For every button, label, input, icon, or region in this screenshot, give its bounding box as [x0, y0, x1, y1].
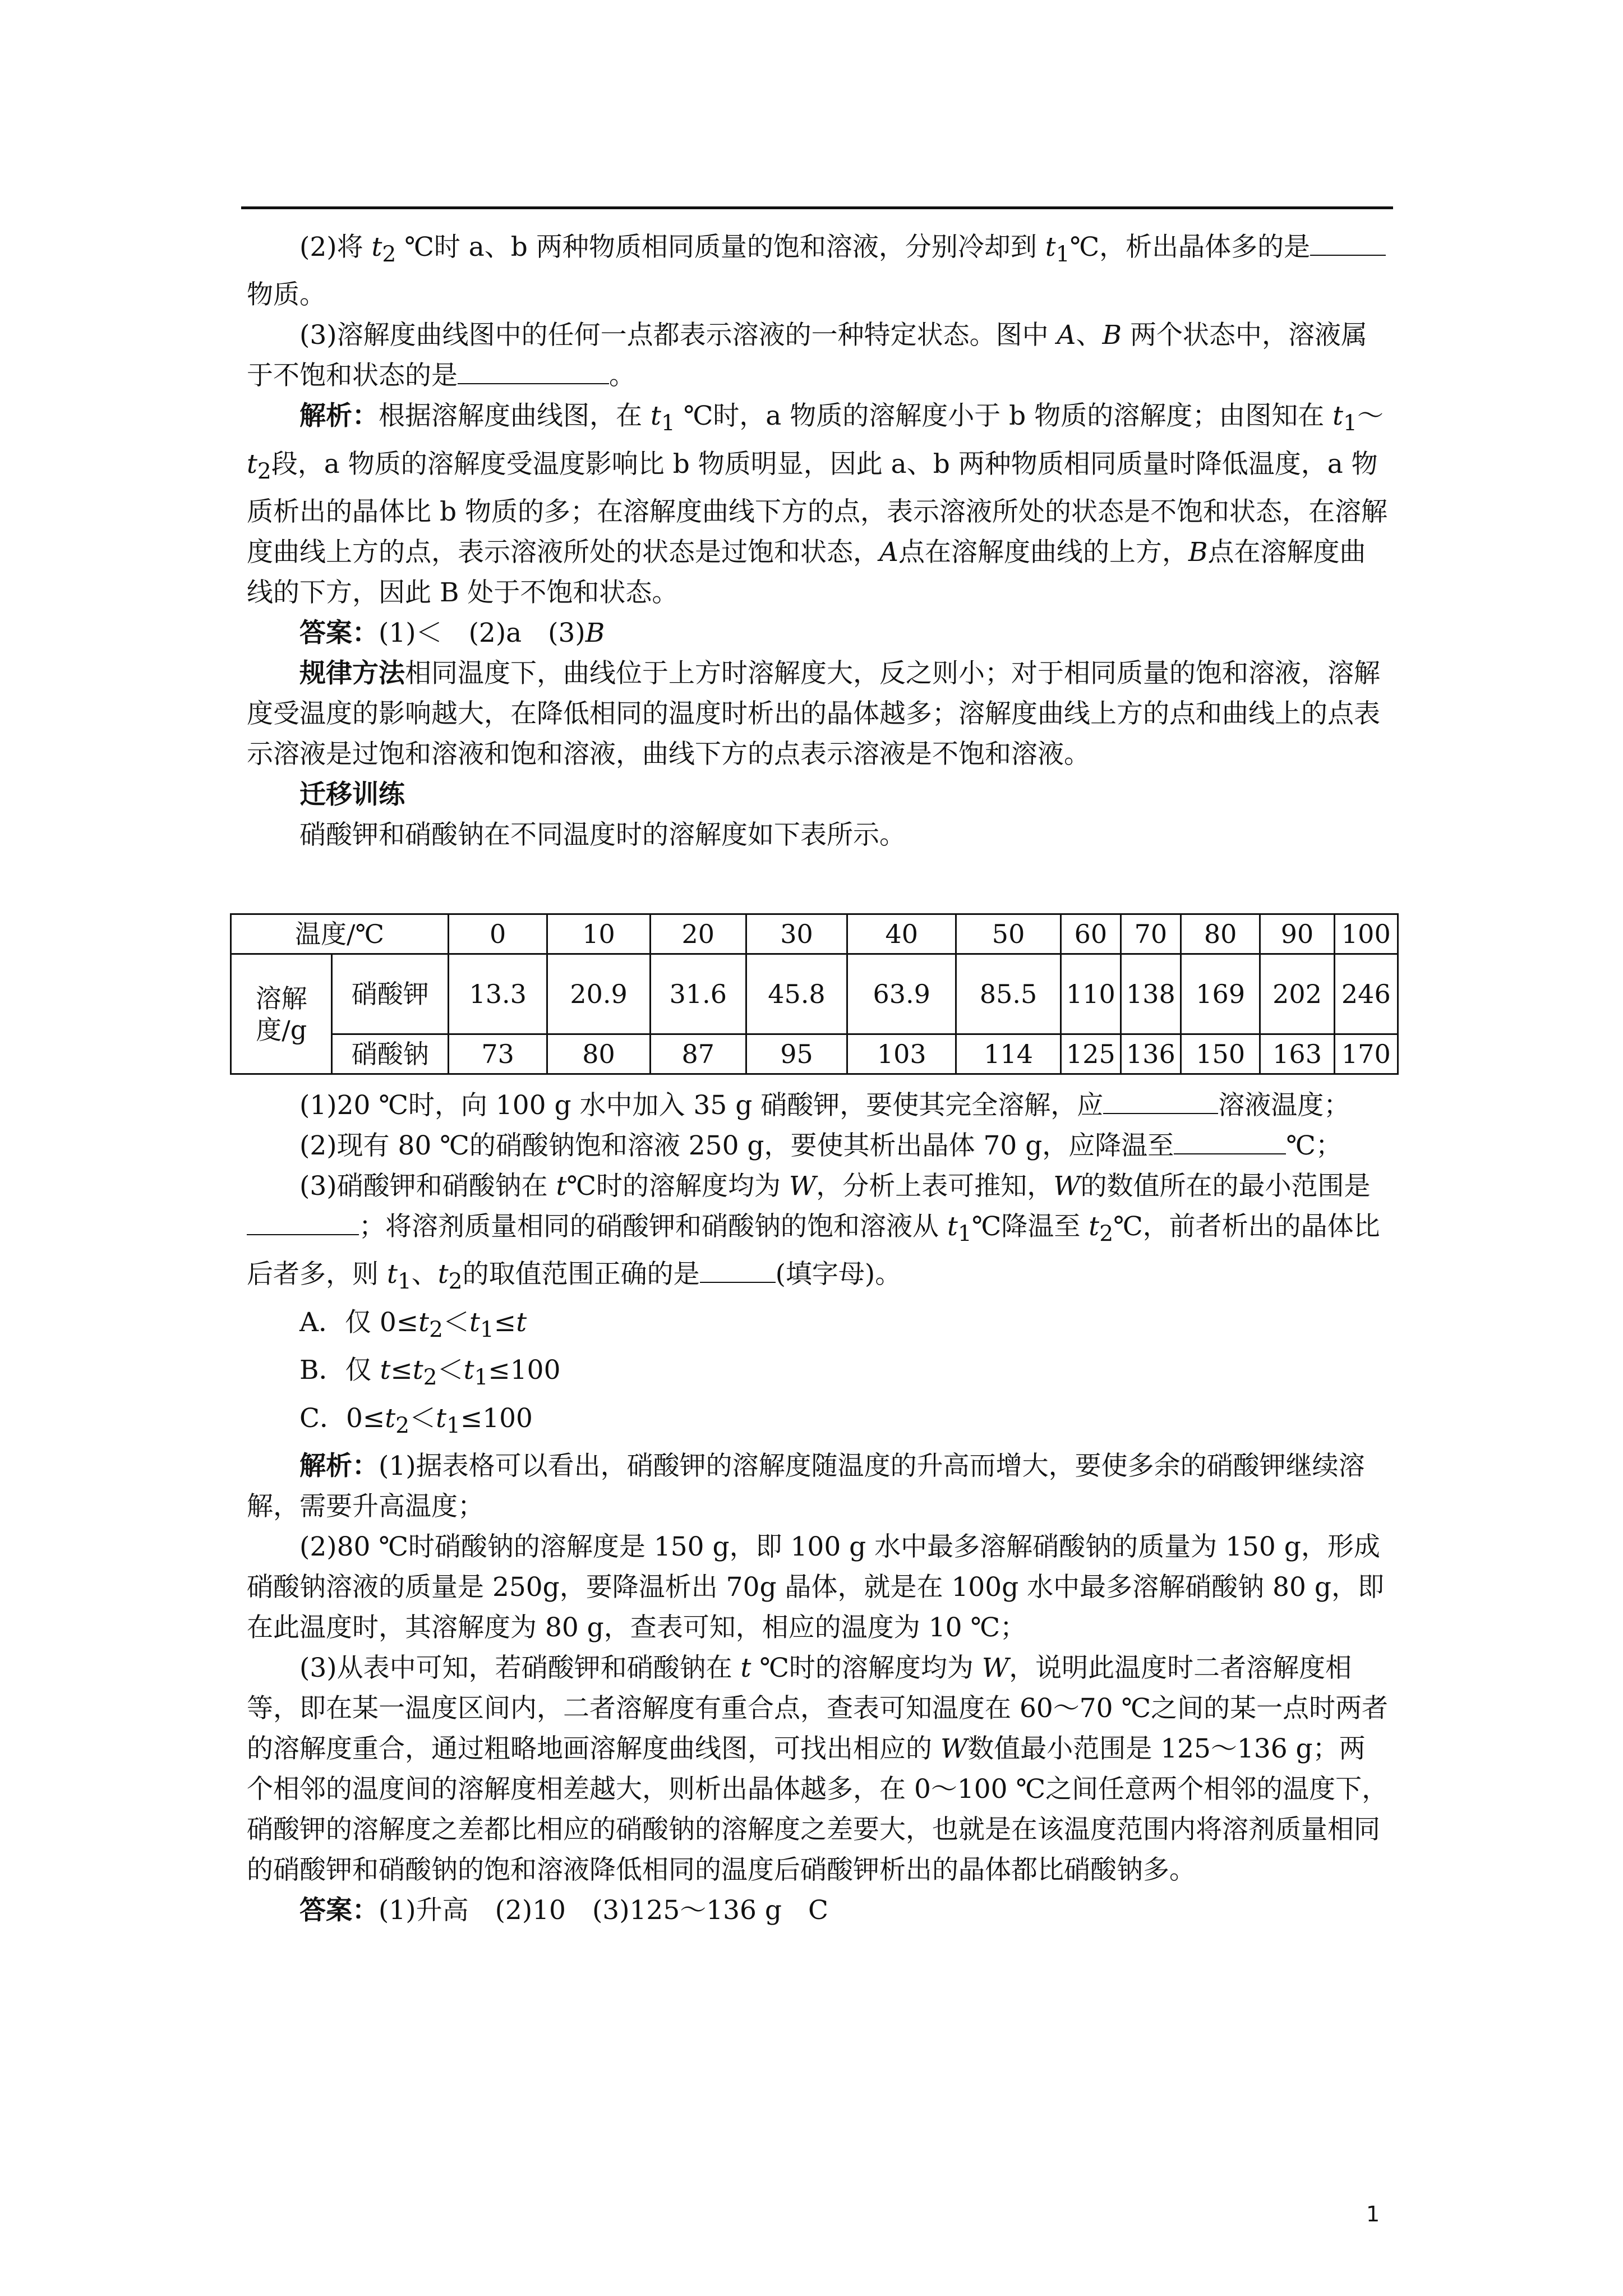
table-cell: 90 [1260, 914, 1334, 954]
table-row [231, 1034, 1398, 1074]
table-cell: 136 [1121, 1034, 1181, 1074]
table-cell: 63.9 [847, 954, 956, 1034]
table-cell: 80 [547, 1034, 651, 1074]
question-2: (2)将 $t_2$ ℃时 a、b 两种物质相同质量的饱和溶液，分别冷却到 $t_1℃$，析出晶体多的是物质。 [247, 227, 1391, 315]
table-cell: 10 [547, 914, 651, 954]
table-cell: 170 [1334, 1034, 1398, 1074]
table-cell: 73 [449, 1034, 547, 1074]
solubility-label: 溶解度/g [231, 954, 332, 1074]
analysis-2-part-3: (3)从表中可知，若硝酸钾和硝酸钠在 t ℃时的溶解度均为 W，说明此温度时二者溶解度相等，即在某一温度区间内，二者溶解度有重合点，查表可知温度在 60～70 ℃之间的某一点时两者的溶解度重合，通过粗略地画溶解度曲线图，可找出相应的 W数值最小范围是 125～136 g；两个相邻的温度间的溶解度相差越大，则析出晶体越多，在 0～100 ℃之间任意两个相邻的温度下，硝酸钾的溶解度之差都比相应的硝酸钠的溶解度之差要大，也就是在该温度范围内将溶剂质量相同的硝酸钾和硝酸钠的饱和溶液降低相同的温度后硝酸钾析出的晶体都比硝酸钠多。 [247, 1652, 1389, 1885]
table-cell: 45.8 [746, 954, 847, 1034]
table-cell: 70 [1121, 914, 1181, 954]
temperature-header: 温度/℃ [231, 914, 449, 954]
table-cell: 31.6 [650, 954, 746, 1034]
table-cell: 103 [847, 1034, 956, 1074]
header-rule [241, 206, 1393, 209]
transfer-intro: 硝酸钾和硝酸钠在不同温度时的溶解度如下表所示。 [299, 820, 906, 851]
transfer-question-3: (3)硝酸钾和硝酸钠在 t℃时的溶解度均为 W，分析上表可推知，W的数值所在的最小范围是；将溶剂质量相同的硝酸钾和硝酸钠的饱和溶液从 $t_1℃$降温至 $t_2℃$，前者析出的晶体比后者多，则 $t_1$、$t_2$的取值范围正确的是 (填字母)。 [247, 1171, 1380, 1295]
method-paragraph: 规律方法相同温度下，曲线位于上方时溶解度大，反之则小；对于相同质量的饱和溶液，溶解度受温度的影响越大，在降低相同的温度时析出的晶体越多；溶解度曲线上方的点和曲线上的点表示溶液是过饱和溶液和饱和溶液，曲线下方的点表示溶液是不饱和溶液。 [247, 658, 1380, 770]
table-cell: 125 [1061, 1034, 1121, 1074]
table-cell: 85.5 [956, 954, 1061, 1034]
solubility-table [230, 913, 1399, 1075]
page-number: 1 [1366, 2202, 1380, 2226]
table-cell: 163 [1260, 1034, 1334, 1074]
table-cell: 246 [1334, 954, 1398, 1034]
table-cell: 110 [1061, 954, 1121, 1034]
transfer-question-1: (1)20 ℃时，向 100 g 水中加入 35 g 硝酸钾，要使其完全溶解，应 溶液温度； [299, 1090, 1350, 1121]
table-cell: 20.9 [547, 954, 651, 1034]
answer-2: 答案：(1)升高 (2)10 (3)125～136 g C [299, 1894, 828, 1926]
table-cell: 87 [650, 1034, 746, 1074]
table-cell: 114 [956, 1034, 1061, 1074]
substance-name: 硝酸钾 [332, 954, 449, 1034]
transfer-heading: 迁移训练 [299, 779, 405, 811]
table-cell: 100 [1334, 914, 1398, 954]
table-cell: 13.3 [449, 954, 547, 1034]
answer-1: 答案：(1)＜ (2)a (3)B [299, 618, 605, 649]
answer-blank [700, 1259, 776, 1283]
option-c: C．$0\le t_2<t_1\le 100$ [299, 1402, 533, 1438]
table-cell: 95 [746, 1034, 847, 1074]
table-header-row [231, 914, 1398, 954]
answer-blank [1103, 1091, 1218, 1114]
table-row [231, 954, 1398, 1034]
transfer-questions [247, 1085, 1391, 1931]
question-3: (3)溶解度曲线图中的任何一点都表示溶液的一种特定状态。图中 A、B 两个状态中，溶液属于不饱和状态的是 。 [247, 320, 1367, 392]
table-cell: 20 [650, 914, 746, 954]
table-cell: 0 [449, 914, 547, 954]
analysis-1: 解析：根据溶解度曲线图，在 $t_1$ ℃时，a 物质的溶解度小于 b 物质的溶解度；由图知在 $t_1\sim t_2$段，a 物质的溶解度受温度影响比 b 物质明显，因此 a、b 两种物质相同质量时降低温度，a 物质析出的晶体比 b 物质的多；在溶解度曲线下方的点，表示溶液所处的状态是不饱和状态，在溶解度曲线上方的点，表示溶液所处的状态是过饱和状态，A点在溶解度曲线的上方，B点在溶解度曲线的下方，因此 B 处于不饱和状态。 [247, 401, 1387, 609]
table-cell: 150 [1181, 1034, 1260, 1074]
substance-name: 硝酸钠 [332, 1034, 449, 1074]
table-cell: 138 [1121, 954, 1181, 1034]
option-b: B．仅 $t\le t_2<t_1\le 100$ [299, 1355, 561, 1391]
analysis-2: 解析：(1)据表格可以看出，硝酸钾的溶解度随温度的升高而增大，要使多余的硝酸钾继续溶解，需要升高温度； [247, 1450, 1365, 1522]
option-a: A．仅 $0\le t_2<t_1\le t$ [299, 1306, 527, 1343]
answer-blank [458, 361, 609, 384]
table-cell: 50 [956, 914, 1061, 954]
table-cell: 30 [746, 914, 847, 954]
table-cell: 169 [1181, 954, 1260, 1034]
table-cell: 60 [1061, 914, 1121, 954]
answer-blank [1310, 232, 1386, 256]
transfer-question-2: (2)现有 80 ℃的硝酸钠饱和溶液 250 g，要使其析出晶体 70 g，应降温至 ℃； [299, 1130, 1342, 1161]
table-cell: 40 [847, 914, 956, 954]
answer-blank [247, 1212, 359, 1235]
table-cell: 80 [1181, 914, 1260, 954]
analysis-2-part-2: (2)80 ℃时硝酸钠的溶解度是 150 g，即 100 g 水中最多溶解硝酸钠的质量为 150 g，形成硝酸钠溶液的质量是 250g，要降温析出 70g 晶体，就是在 100g 水中最多溶解硝酸钠 80 g，即在此温度时，其溶解度为 80 g，查表可知，相应的温度为 10 ℃； [247, 1531, 1384, 1643]
table-cell: 202 [1260, 954, 1334, 1034]
question-text [247, 227, 1391, 855]
answer-blank [1174, 1131, 1286, 1154]
